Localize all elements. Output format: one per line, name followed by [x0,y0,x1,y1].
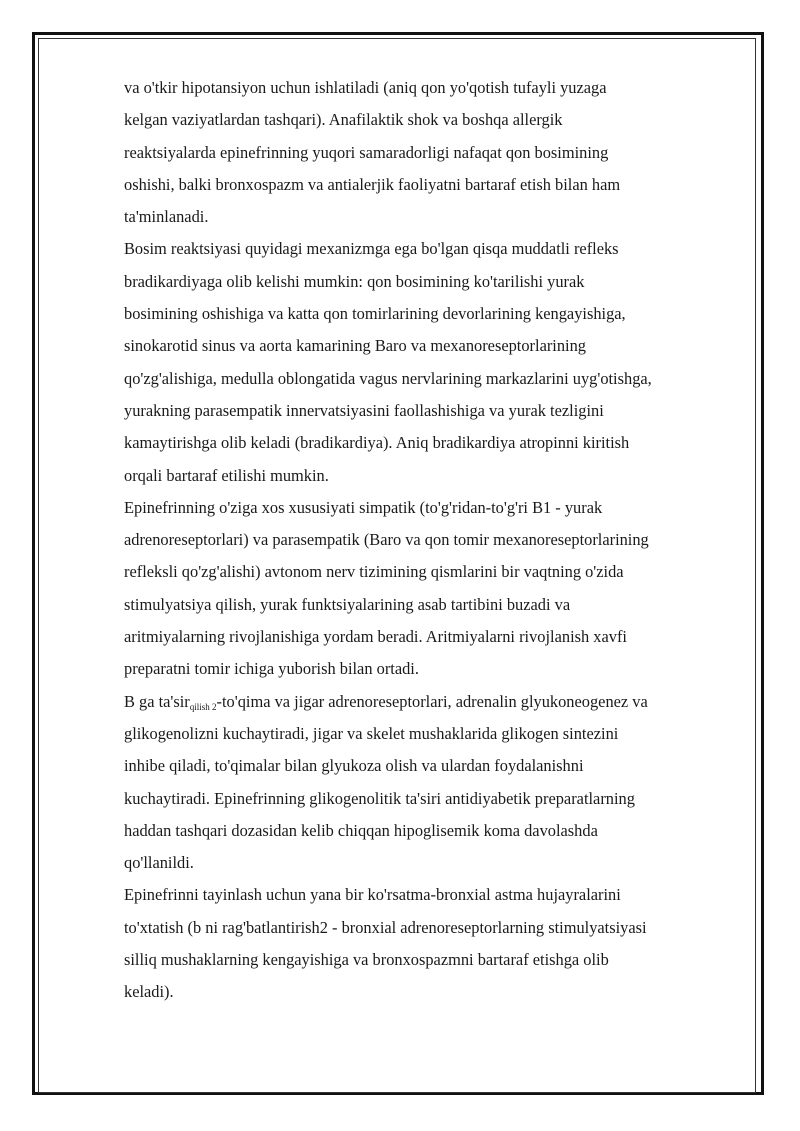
text-line: orqali bartaraf etilishi mumkin. [124,465,329,485]
text-line: preparatni tomir ichiga yuborish bilan ortadi. [124,659,419,679]
text-line: yurakning parasempatik innervatsiyasini faollashishiga va yurak tezligini [124,400,604,420]
text-line: Epinefrinning o'ziga xos xususiyati simpatik (to'g'ridan-to'g'ri B1 - yurak [124,497,603,517]
text-line: inhibe qiladi, to'qimalar bilan glyukoza olish va ulardan foydalanishni [124,756,584,776]
text-line-with-subscript [124,686,736,718]
text-line: va o'tkir hipotansiyon uchun ishlatiladi (aniq qon yo'qotish tufayli yuzaga [124,78,607,97]
text-fragment: B ga ta'sir [124,691,190,711]
text-line: bradikardiyaga olib kelishi mumkin: qon bosimining ko'tarilishi yurak [124,271,585,291]
text-line: qo'zg'alishiga, medulla oblongatida vagus nervlarining markazlarini uyg'otishga, [124,368,652,388]
text-line: Epinefrinni tayinlash uchun yana bir ko'rsatma-bronxial astma hujayralarini [124,885,621,905]
document-body [124,72,736,1009]
text-line: sinokarotid sinus va aorta kamarining Baro va mexanoreseptorlarining [124,336,586,356]
text-line: refleksli qo'zg'alishi) avtonom nerv tizimining qismlarini bir vaqtning o'zida [124,562,624,582]
text-line: Bosim reaktsiyasi quyidagi mexanizmga ega bo'lgan qisqa muddatli refleks [124,239,619,259]
text-line: haddan tashqari dozasidan kelib chiqqan hipoglisemik koma davolashda [124,820,598,840]
paragraph-epinephrine-feature [124,492,736,686]
text-line: kuchaytiradi. Epinefrinning glikogenolitik ta'siri antidiyabetik preparatlarning [124,788,635,808]
text-line: kamaytirishga olib keladi (bradikardiya). Aniq bradikardiya atropinni kiritish [124,433,630,453]
text-line: oshishi, balki bronxospazm va antialerjik faoliyatni bartaraf etish bilan ham [124,174,621,194]
paragraph-glycogenolysis [124,686,736,880]
subscript-text: qilish 2 [189,701,217,712]
text-line: qo'llanildi. [124,853,194,873]
text-line: glikogenolizni kuchaytiradi, jigar va skelet mushaklarida glikogen sintezini [124,723,619,743]
text-line: silliq mushaklarning kengayishiga va bronxospazmni bartaraf etishga olib [124,950,609,970]
paragraph-hypotension [124,72,736,233]
paragraph-pressure-reaction [124,233,736,491]
paragraph-bronchial-asthma [124,879,736,1008]
text-line: ta'minlanadi. [124,207,209,227]
text-line: reaktsiyalarda epinefrinning yuqori samaradorligi nafaqat qon bosimining [124,142,609,162]
text-line: to'xtatish (b ni rag'batlantirish2 - bronxial adrenoreseptorlarning stimulyatsiyasi [124,917,647,937]
text-fragment: -to'qima va jigar adrenoreseptorlari, adrenalin glyukoneogenez va [216,691,648,711]
text-line: stimulyatsiya qilish, yurak funktsiyalarining asab tartibini buzadi va [124,594,571,614]
text-line: adrenoreseptorlari) va parasempatik (Baro va qon tomir mexanoreseptorlarining [124,530,649,550]
text-line: keladi). [124,982,174,1002]
text-line: bosimining oshishiga va katta qon tomirlarining devorlarining kengayishiga, [124,304,626,324]
text-line: aritmiyalarning rivojlanishiga yordam beradi. Aritmiyalarni rivojlanish xavfi [124,627,627,647]
text-line: kelgan vaziyatlardan tashqari). Anafilaktik shok va boshqa allergik [124,110,563,130]
